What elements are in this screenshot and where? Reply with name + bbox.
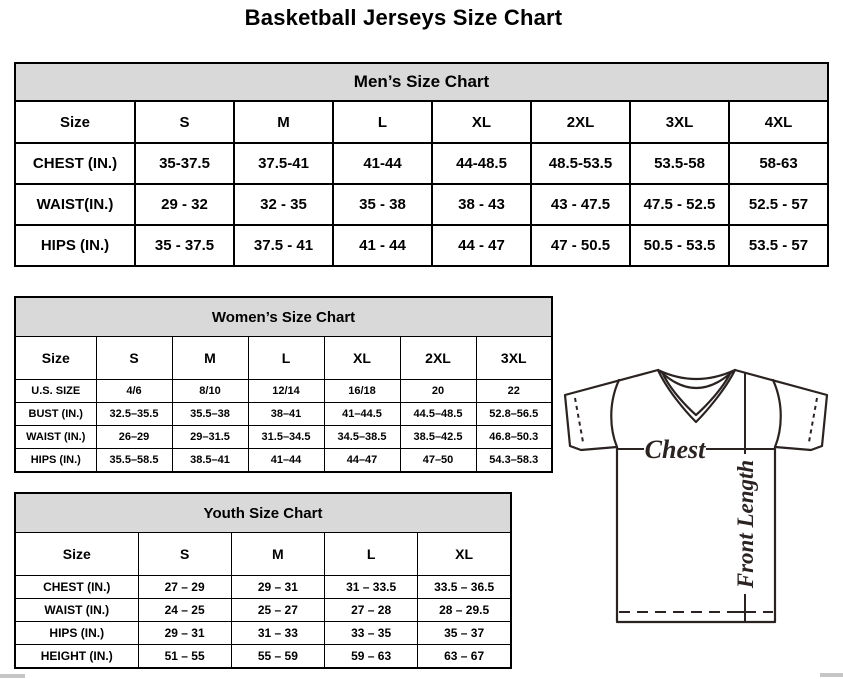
size-cell: 52.5 - 57 <box>729 184 828 225</box>
table-row <box>15 622 511 645</box>
size-cell: 29 - 32 <box>135 184 234 225</box>
row-label: HIPS (IN.) <box>15 449 96 473</box>
size-cell: 38–41 <box>248 403 324 426</box>
row-label: HIPS (IN.) <box>15 622 138 645</box>
column-header: S <box>135 101 234 143</box>
size-cell: 16/18 <box>324 380 400 403</box>
column-header: M <box>234 101 333 143</box>
size-cell: 33.5 – 36.5 <box>418 576 511 599</box>
size-cell: 31 – 33 <box>231 622 324 645</box>
size-cell: 34.5–38.5 <box>324 426 400 449</box>
size-cell: 35 - 38 <box>333 184 432 225</box>
size-cell: 29 – 31 <box>138 622 231 645</box>
jersey-measurement-diagram <box>556 362 840 628</box>
size-cell: 35-37.5 <box>135 143 234 184</box>
womens-table-title: Women’s Size Chart <box>15 297 552 337</box>
size-cell: 41–44.5 <box>324 403 400 426</box>
youth-size-chart-table <box>14 492 512 669</box>
column-header: 3XL <box>476 337 552 380</box>
table-row <box>15 143 828 184</box>
size-cell: 27 – 29 <box>138 576 231 599</box>
column-header: M <box>231 533 324 576</box>
table-row <box>15 426 552 449</box>
size-cell: 55 – 59 <box>231 645 324 669</box>
jersey-left-sleeve-seam <box>611 380 619 447</box>
row-label: CHEST (IN.) <box>15 143 135 184</box>
size-cell: 58-63 <box>729 143 828 184</box>
row-label: BUST (IN.) <box>15 403 96 426</box>
size-cell: 48.5-53.5 <box>531 143 630 184</box>
size-cell: 47.5 - 52.5 <box>630 184 729 225</box>
column-header: M <box>172 337 248 380</box>
size-cell: 35 – 37 <box>418 622 511 645</box>
row-label: WAIST (IN.) <box>15 599 138 622</box>
table-row <box>15 380 552 403</box>
size-cell: 53.5 - 57 <box>729 225 828 266</box>
column-header: XL <box>432 101 531 143</box>
column-header: XL <box>324 337 400 380</box>
size-cell: 50.5 - 53.5 <box>630 225 729 266</box>
size-cell: 41-44 <box>333 143 432 184</box>
size-cell: 44 - 47 <box>432 225 531 266</box>
size-cell: 38.5–41 <box>172 449 248 473</box>
column-header: 2XL <box>531 101 630 143</box>
size-cell: 29 – 31 <box>231 576 324 599</box>
size-cell: 52.8–56.5 <box>476 403 552 426</box>
table-row <box>15 645 511 669</box>
table-row <box>15 184 828 225</box>
size-cell: 27 – 28 <box>325 599 418 622</box>
column-header: L <box>325 533 418 576</box>
page-title: Basketball Jerseys Size Chart <box>244 5 563 30</box>
table-row <box>15 599 511 622</box>
column-header: XL <box>418 533 511 576</box>
size-cell: 22 <box>476 380 552 403</box>
table-row <box>15 576 511 599</box>
horizontal-scrollbar-thumb-right[interactable] <box>820 673 843 677</box>
size-cell: 41 - 44 <box>333 225 432 266</box>
size-cell: 44-48.5 <box>432 143 531 184</box>
jersey-right-sleeve-seam <box>773 380 781 447</box>
column-header: 2XL <box>400 337 476 380</box>
horizontal-scrollbar-thumb-left[interactable] <box>0 674 25 678</box>
size-cell: 54.3–58.3 <box>476 449 552 473</box>
size-cell: 59 – 63 <box>325 645 418 669</box>
size-cell: 46.8–50.3 <box>476 426 552 449</box>
size-cell: 35.5–58.5 <box>96 449 172 473</box>
womens-size-chart-table <box>14 296 553 473</box>
mens-table-title: Men’s Size Chart <box>15 63 828 101</box>
youth-table-title: Youth Size Chart <box>15 493 511 533</box>
size-cell: 35 - 37.5 <box>135 225 234 266</box>
column-header: Size <box>15 101 135 143</box>
size-cell: 8/10 <box>172 380 248 403</box>
column-header: S <box>138 533 231 576</box>
table-row <box>15 403 552 426</box>
size-cell: 29–31.5 <box>172 426 248 449</box>
chest-label: Chest <box>644 435 706 464</box>
front-length-label: Front Length <box>733 459 758 589</box>
row-label: WAIST (IN.) <box>15 426 96 449</box>
size-cell: 43 - 47.5 <box>531 184 630 225</box>
size-cell: 31.5–34.5 <box>248 426 324 449</box>
size-cell: 4/6 <box>96 380 172 403</box>
row-label: HIPS (IN.) <box>15 225 135 266</box>
column-header: 3XL <box>630 101 729 143</box>
column-header: L <box>248 337 324 380</box>
size-cell: 28 – 29.5 <box>418 599 511 622</box>
mens-size-chart-table <box>14 62 829 267</box>
size-cell: 12/14 <box>248 380 324 403</box>
size-cell: 51 – 55 <box>138 645 231 669</box>
size-cell: 38 - 43 <box>432 184 531 225</box>
size-cell: 25 – 27 <box>231 599 324 622</box>
column-header: 4XL <box>729 101 828 143</box>
size-cell: 33 – 35 <box>325 622 418 645</box>
size-cell: 63 – 67 <box>418 645 511 669</box>
size-cell: 37.5 - 41 <box>234 225 333 266</box>
size-cell: 20 <box>400 380 476 403</box>
row-label: U.S. SIZE <box>15 380 96 403</box>
size-cell: 38.5–42.5 <box>400 426 476 449</box>
size-cell: 47–50 <box>400 449 476 473</box>
size-cell: 32.5–35.5 <box>96 403 172 426</box>
right-sleeve-hatch-line <box>809 398 817 442</box>
size-cell: 41–44 <box>248 449 324 473</box>
row-label: WAIST(IN.) <box>15 184 135 225</box>
column-header: Size <box>15 337 96 380</box>
size-cell: 44.5–48.5 <box>400 403 476 426</box>
jersey-outline <box>565 370 827 622</box>
size-cell: 47 - 50.5 <box>531 225 630 266</box>
size-cell: 53.5-58 <box>630 143 729 184</box>
column-header: S <box>96 337 172 380</box>
size-cell: 31 – 33.5 <box>325 576 418 599</box>
left-sleeve-hatch-line <box>575 398 583 442</box>
column-header: Size <box>15 533 138 576</box>
size-cell: 24 – 25 <box>138 599 231 622</box>
row-label: CHEST (IN.) <box>15 576 138 599</box>
size-cell: 37.5-41 <box>234 143 333 184</box>
size-cell: 26–29 <box>96 426 172 449</box>
table-row <box>15 225 828 266</box>
row-label: HEIGHT (IN.) <box>15 645 138 669</box>
table-row <box>15 449 552 473</box>
size-cell: 32 - 35 <box>234 184 333 225</box>
column-header: L <box>333 101 432 143</box>
size-cell: 35.5–38 <box>172 403 248 426</box>
size-cell: 44–47 <box>324 449 400 473</box>
